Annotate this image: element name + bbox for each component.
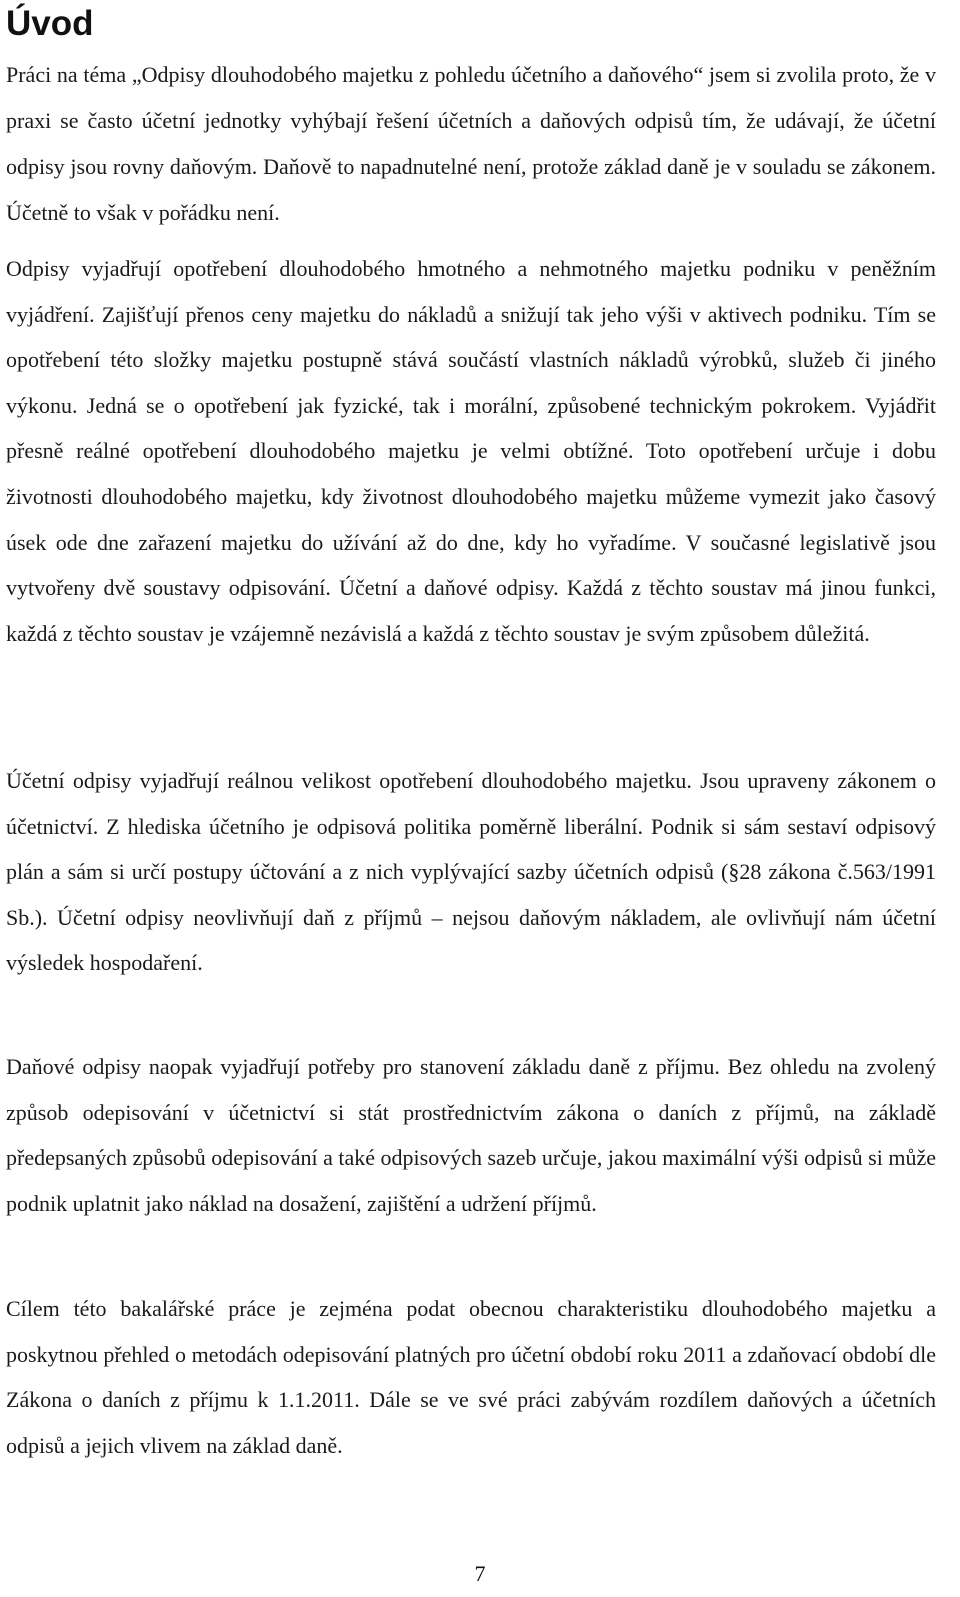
page-title: Úvod <box>6 4 94 43</box>
paragraph-accounting-depreciation: Účetní odpisy vyjadřují reálnou velikost opotřebení dlouhodobého majetku. Jsou upraveny zákonem o účetnictví. Z hlediska účetního je odpisová politika poměrně liberální. Podnik si sám sestaví odpisový plán a sám si určí postupy účtování a z nich vyplývající sazby účetních odpisů (§28 zákona č.563/1991 Sb.). Účetní odpisy neovlivňují daň z příjmů – nejsou daňovým nákladem, ale ovlivňují nám účetní výsledek hospodaření. <box>6 768 936 976</box>
paragraph-depreciation-definition: Odpisy vyjadřují opotřebení dlouhodobého hmotného a nehmotného majetku podniku v peněžním vyjádření. Zajišťují přenos ceny majetku do nákladů a snižují tak jeho výši v aktivech podniku. Tím se opotřebení této složky majetku postupně stává součástí vlastních nákladů výrobků, služeb či jiného výkonu. Jedná se o opotřebení jak fyzické, tak i morální, způsobené technickým pokrokem. Vyjádřit přesně reálné opotřebení dlouhodobého majetku je velmi obtížné. Toto opotřebení určuje i dobu životnosti dlouhodobého majetku, kdy životnost dlouhodobého majetku můžeme vymezit jako časový úsek ode dne zařazení majetku do užívání až do dne, kdy ho vyřadíme. V současné legislativě jsou vytvořeny dvě soustavy odpisování. Účetní a daňové odpisy. Každá z těchto soustav má jinou funkci, každá z těchto soustav je vzájemně nezávislá a každá z těchto soustav je svým způsobem důležitá. <box>6 256 936 646</box>
paragraph-thesis-goal: Cílem této bakalářské práce je zejména podat obecnou charakteristiku dlouhodobého majetku a poskytnou přehled o metodách odepisování platných pro účetní období roku 2011 a zdaňovací období dle Zákona o daních z příjmu k 1.1.2011. Dále se ve své práci zabývám rozdílem daňových a účetních odpisů a jejich vlivem na základ daně. <box>6 1296 936 1458</box>
paragraph-tax-depreciation: Daňové odpisy naopak vyjadřují potřeby pro stanovení základu daně z příjmu. Bez ohledu na zvolený způsob odepisování v účetnictví si stát prostřednictvím zákona o daních z příjmů, na základě předepsaných způsobů odepisování a také odpisových sazeb určuje, jakou maximální výši odpisů si může podnik uplatnit jako náklad na dosažení, zajištění a udržení příjmů. <box>6 1054 936 1216</box>
page-number: 7 <box>474 1561 486 1586</box>
paragraph-introduction-topic: Práci na téma „Odpisy dlouhodobého majetku z pohledu účetního a daňového“ jsem si zvolila proto, že v praxi se často účetní jednotky vyhýbají řešení účetních a daňových odpisů tím, že udávají, že účetní odpisy jsou rovny daňovým. Daňově to napadnutelné není, protože základ daně je v souladu se zákonem. Účetně to však v pořádku není. <box>6 62 936 225</box>
